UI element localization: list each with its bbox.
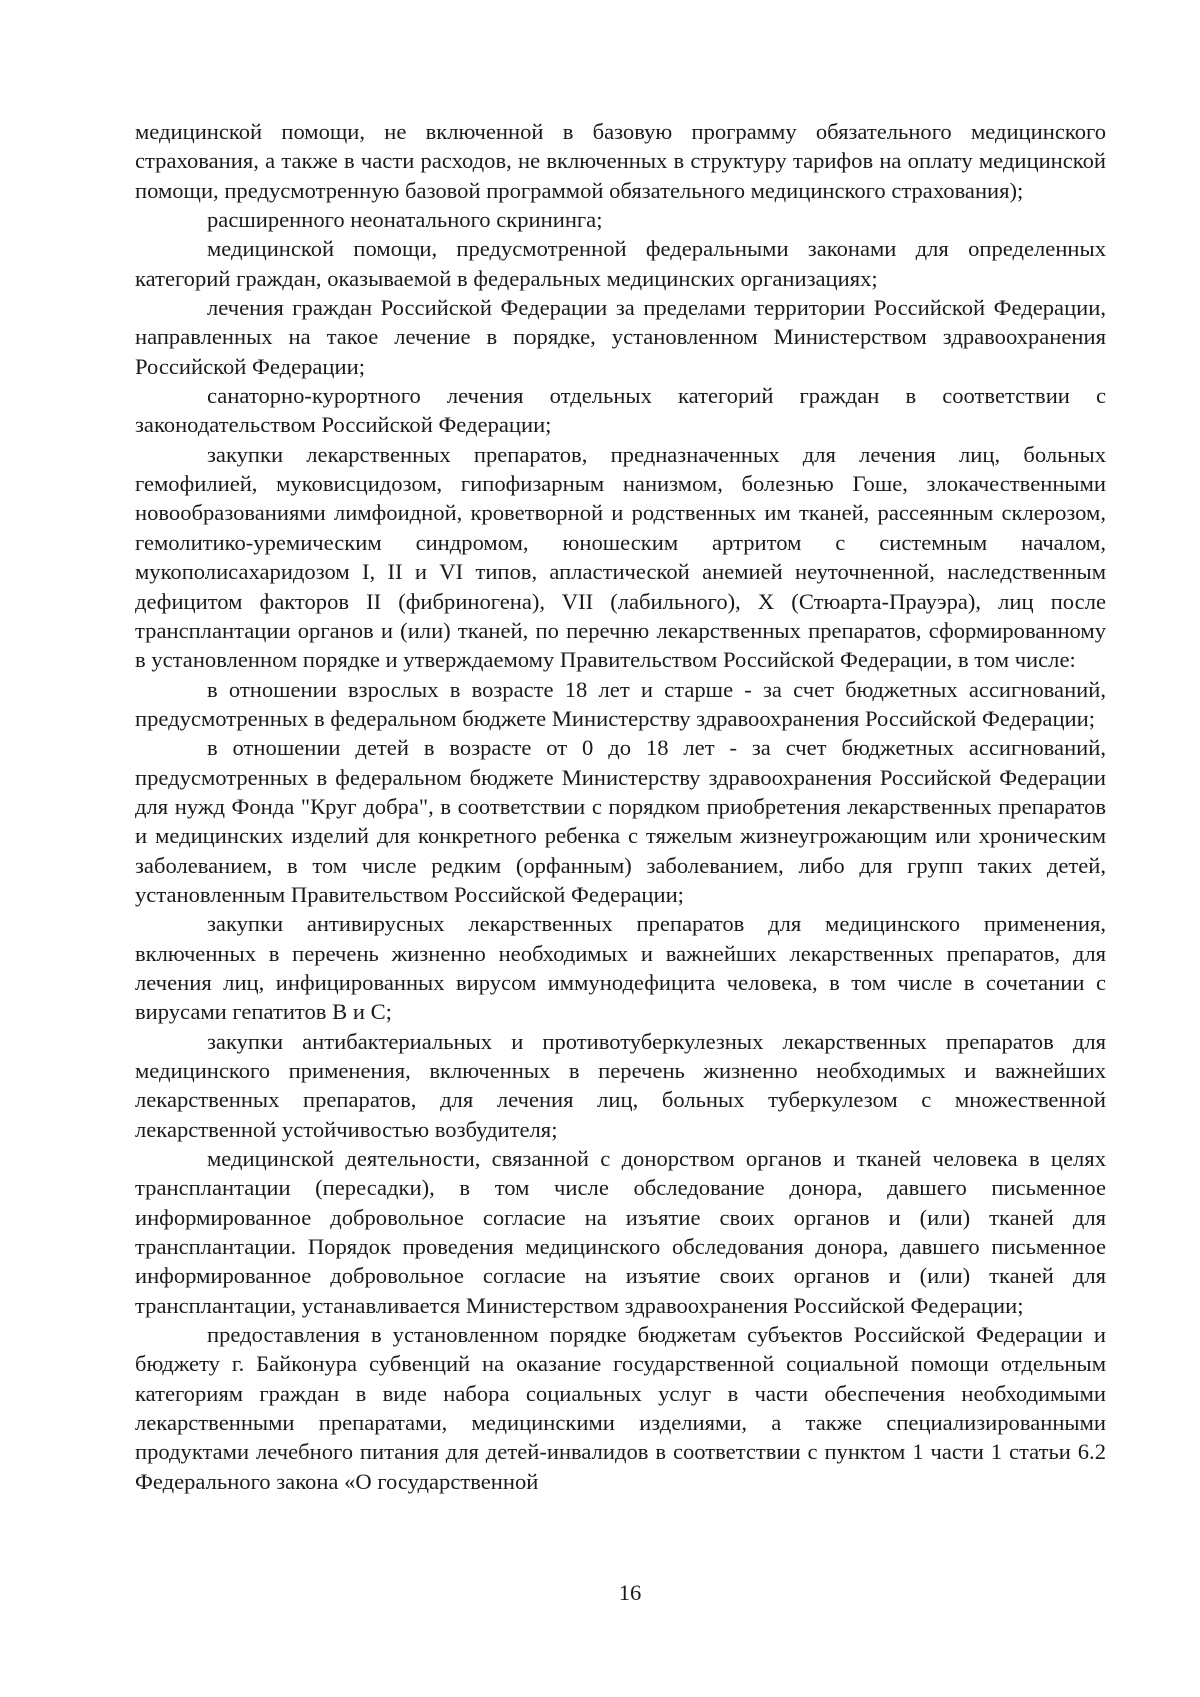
paragraph-subventions: предоставления в установленном порядке бюджетам субъектов Российской Федерации и бюджету г. Байконура субвенций на оказание государственной социальной помощи отдельным категориям граждан в виде набора социальных услуг в части обеспечения необходимыми лекарственными препаратами, медицинскими изделиями, а также специализированными продуктами лечебного питания для детей-инвалидов в соответствии с пунктом 1 части 1 статьи 6.2 Федерального закона «О государственной [135,1322,1106,1494]
paragraph-neonatal-screening: расширенного неонатального скрининга; [207,207,603,233]
paragraph-donation: медицинской деятельности, связанной с донорством органов и тканей человека в целях трансплантации (пересадки), в том числе обследование донора, давшего письменное информированное добровольное согласие на изъятие своих органов и (или) тканей для трансплантации. Порядок проведения медицинского обследования донора, давшего письменное информированное добровольное согласие на изъятие своих органов и (или) тканей для трансплантации, устанавливается Министерством здравоохранения Российской Федерации; [135,1146,1106,1318]
paragraph-children: в отношении детей в возрасте от 0 до 18 лет - за счет бюджетных ассигнований, предусмотренных в федеральном бюджете Министерству здравоохранения Российской Федерации для нужд Фонда "Круг добра", в соответствии с порядком приобретения лекарственных препаратов и медицинских изделий для конкретного ребенка с тяжелым жизнеугрожающим или хроническим заболеванием, в том числе редким (орфанным) заболеванием, либо для групп таких детей, установленным Правительством Российской Федерации; [135,735,1106,907]
paragraph-adults: в отношении взрослых в возрасте 18 лет и старше - за счет бюджетных ассигнований, предусмотренных в федеральном бюджете Министерству здравоохранения Российской Федерации; [135,676,1106,731]
paragraph-antiviral: закупки антивирусных лекарственных препаратов для медицинского применения, включенных в перечень жизненно необходимых и важнейших лекарственных препаратов, для лечения лиц, инфицированных вирусом иммунодефицита человека, в том числе в сочетании с вирусами гепатитов B и C; [135,911,1106,1025]
document-body [135,117,1106,1496]
page-number: 16 [618,1580,642,1605]
paragraph-federal-care: медицинской помощи, предусмотренной федеральными законами для определенных категорий граждан, оказываемой в федеральных медицинских организациях; [135,236,1106,291]
paragraph-continuation: медицинской помощи, не включенной в базовую программу обязательного медицинского страхования, а также в части расходов, не включенных в структуру тарифов на оплату медицинской помощи, предусмотренную базовой программой обязательного медицинского страхования); [135,119,1106,203]
paragraph-sanatorium: санаторно-курортного лечения отдельных категорий граждан в соответствии с законодательством Российской Федерации; [135,383,1106,438]
paragraph-drug-procurement: закупки лекарственных препаратов, предназначенных для лечения лиц, больных гемофилией, муковисцидозом, гипофизарным нанизмом, болезнью Гоше, злокачественными новообразованиями лимфоидной, кроветворной и родственных им тканей, рассеянным склерозом, гемолитико-уремическим синдромом, юношеским артритом с системным началом, мукополисахаридозом I, II и VI типов, апластической анемией неуточненной, наследственным дефицитом факторов II (фибриногена), VII (лабильного), X (Стюарта-Прауэра), лиц после трансплантации органов и (или) тканей, по перечню лекарственных препаратов, сформированному в установленном порядке и утверждаемому Правительством Российской Федерации, в том числе: [135,441,1106,673]
paragraph-treatment-abroad: лечения граждан Российской Федерации за пределами территории Российской Федерации, направленных на такое лечение в порядке, установленном Министерством здравоохранения Российской Федерации; [135,295,1106,379]
paragraph-antibacterial: закупки антибактериальных и противотуберкулезных лекарственных препаратов для медицинского применения, включенных в перечень жизненно необходимых и важнейших лекарственных препаратов, для лечения лиц, больных туберкулезом с множественной лекарственной устойчивостью возбудителя; [135,1028,1106,1142]
